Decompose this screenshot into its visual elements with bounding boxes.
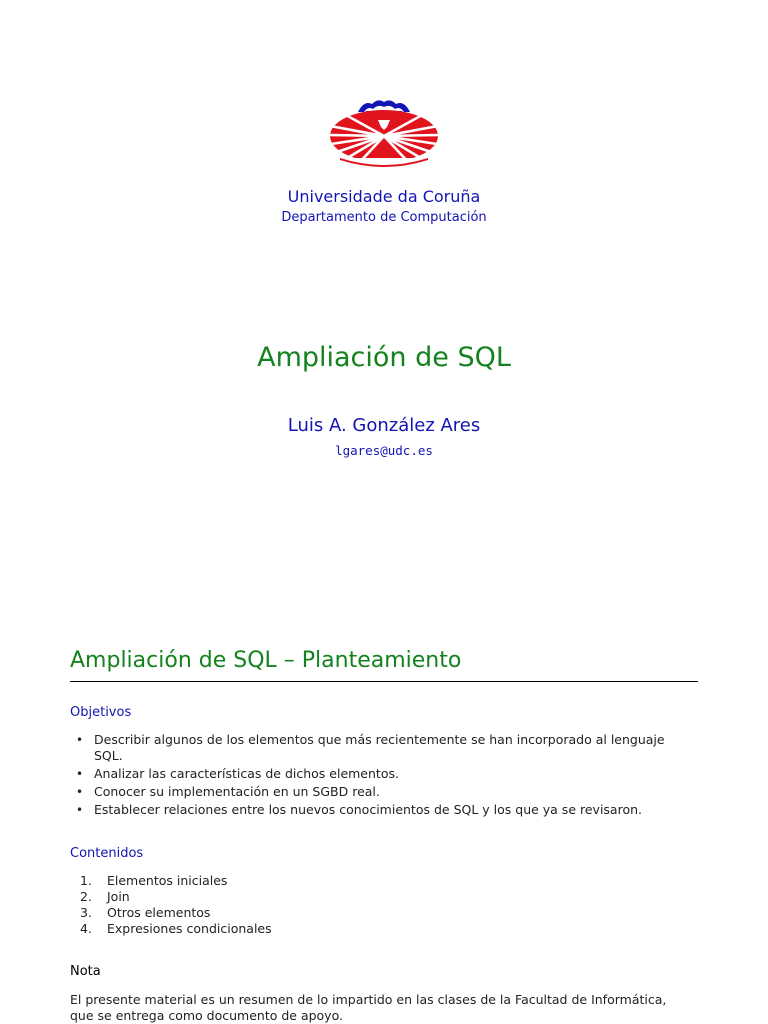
bullet-icon: •: [76, 785, 84, 799]
list-item: [80, 873, 272, 889]
section-divider: [70, 681, 698, 682]
list-item-text: Expresiones condicionales: [107, 921, 272, 936]
document-title: Ampliación de SQL: [257, 342, 511, 373]
udc-logo-icon: [324, 96, 444, 172]
list-item: [80, 905, 272, 921]
bullet-icon: •: [76, 767, 84, 781]
list-item-text: Conocer su implementación en un SGBD real.: [94, 784, 380, 799]
contenidos-list: [80, 873, 272, 937]
nota-text-line2: que se entrega como documento de apoyo.: [70, 1008, 343, 1023]
list-item-number: 4.: [80, 921, 92, 936]
list-item: [80, 889, 272, 905]
objetivos-list: [76, 732, 706, 820]
nota-heading: Nota: [70, 964, 101, 979]
university-name: Universidade da Coruña: [287, 187, 481, 206]
list-item-text: Otros elementos: [107, 905, 211, 920]
list-item-text: Establecer relaciones entre los nuevos conocimientos de SQL y los que ya se revisaron.: [94, 802, 642, 817]
nota-text-line1: El presente material es un resumen de lo impartido en las clases de la Facultad de Informática,: [70, 992, 667, 1007]
list-item-text: Elementos iniciales: [107, 873, 228, 888]
list-item-number: 2.: [80, 889, 92, 904]
list-item-number: 3.: [80, 905, 92, 920]
list-item: [76, 802, 706, 818]
objetivos-heading: Objetivos: [70, 705, 132, 720]
list-item: [76, 766, 706, 782]
bullet-icon: •: [76, 733, 84, 747]
contenidos-heading: Contenidos: [70, 846, 144, 861]
bullet-icon: •: [76, 803, 84, 817]
list-item-text: Join: [107, 889, 130, 904]
list-item-number: 1.: [80, 873, 92, 888]
list-item: [76, 732, 706, 764]
author-name: Luis A. González Ares: [287, 415, 481, 436]
list-item: [80, 921, 272, 937]
nota-text: [70, 992, 710, 1024]
list-item-text-line2: SQL.: [94, 748, 123, 763]
list-item-text-line1: Describir algunos de los elementos que más recientemente se han incorporado al lenguaje: [94, 732, 665, 747]
list-item: [76, 784, 706, 800]
list-item-text: Analizar las características de dichos elementos.: [94, 766, 399, 781]
department-name: Departamento de Computación: [281, 210, 487, 225]
author-email: lgares@udc.es: [335, 443, 433, 458]
section-title: Ampliación de SQL – Planteamiento: [70, 648, 462, 673]
